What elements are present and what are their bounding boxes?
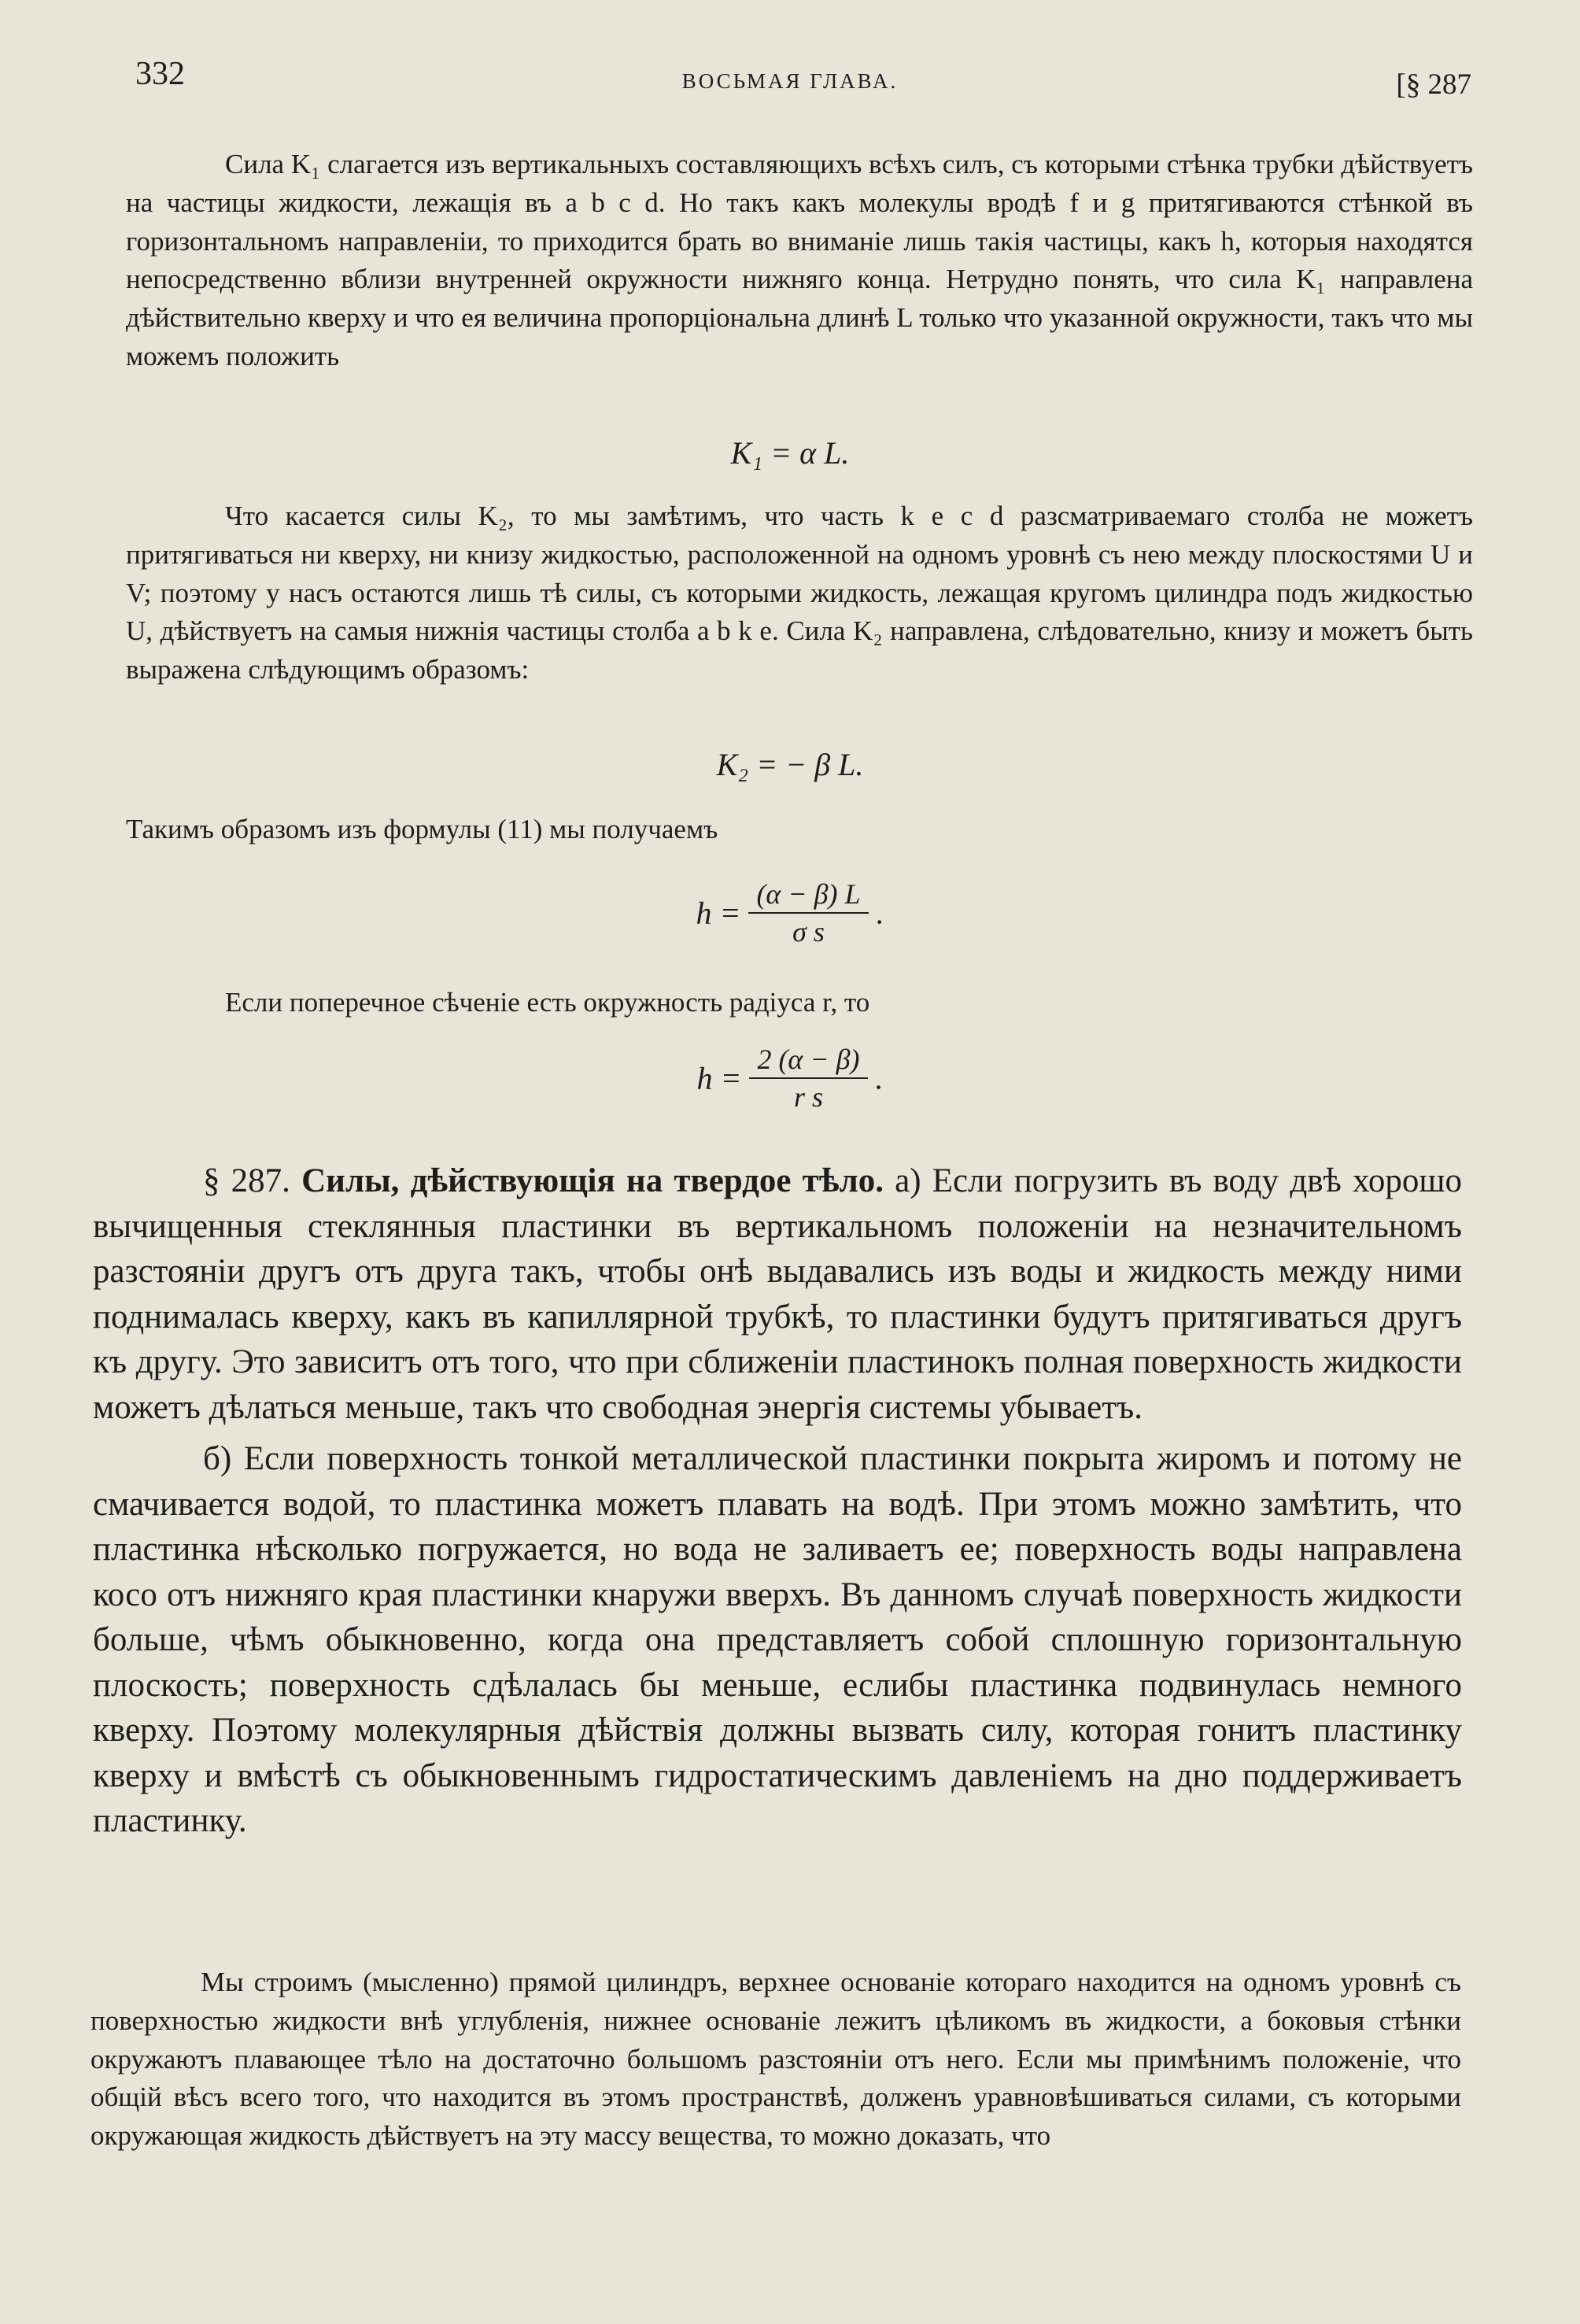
formula-h1-numerator: (α − β) L: [748, 878, 868, 914]
paragraph-3-text: Такимъ образомъ изъ формулы (11) мы получаемъ: [126, 814, 718, 844]
formula-h2: [0, 1043, 1580, 1114]
paragraph-5: [90, 1964, 1461, 2156]
formula-h2-end: .: [875, 1060, 884, 1096]
section-title: Силы, дѣйствующія на твердое тѣло.: [301, 1162, 884, 1199]
paragraph-2: [126, 497, 1473, 689]
formula-k1: K₁ = α L.: [730, 435, 850, 471]
page-header: [0, 55, 1580, 102]
section-number: § 287.: [203, 1162, 290, 1199]
paragraph-1-text: Сила K₁ слагается изъ вертикальныхъ составляющихъ всѣхъ силъ, съ которыми стѣнка трубки дѣйствуетъ на частицы жидкости, лежащія въ a b c d. Но такъ какъ молекулы вродѣ f и g притягиваются стѣнкой въ горизонтальномъ направленіи, то приходится брать во вниманіе лишь такія частицы, какъ h, которыя находятся непосредственно вблизи внутренней окружности нижняго конца. Нетрудно понять, что сила K₁ направлена дѣйствительно кверху и что ея величина пропорціональна длинѣ L только что указанной окружности, такъ что мы можемъ положить: [126, 149, 1473, 371]
formula-h2-numerator: 2 (α − β): [749, 1043, 867, 1079]
page-number: 332: [135, 56, 185, 92]
formula-h2-denominator: r s: [793, 1081, 823, 1113]
formula-h2-fraction: [749, 1043, 867, 1114]
paragraph-1: [126, 146, 1473, 376]
section-reference: [§ 287: [1396, 68, 1471, 101]
formula-k2: K₂ = − β L.: [716, 747, 864, 782]
paragraph-5-text: Мы строимъ (мысленно) прямой цилиндръ, верхнее основаніе котораго находится на одномъ уровнѣ съ поверхностью жидкости внѣ углубленія, нижнее основаніе лежитъ цѣликомъ въ жидкости, а боковыя стѣнки окружаютъ плавающее тѣло на достаточно большомъ разстояніи отъ него. Если мы примѣнимъ положеніе, что общій вѣсъ всего того, что находится въ этомъ пространствѣ, долженъ уравновѣшиваться силами, съ которыми окружающая жидкость дѣйствуетъ на эту массу вещества, то можно доказать, что: [90, 1967, 1461, 2152]
section-287-paragraph-a: [93, 1158, 1462, 1430]
section-287-paragraph-b: б) Если поверхность тонкой металлической пластинки покрыта жиромъ и потому не смачивается водой, то пластинка можетъ плавать на водѣ. При этомъ можно замѣтить, что пластинка нѣсколько погружается, но вода не заливаетъ ее; поверхность воды направлена косо отъ нижняго края пластинки кнаружи вверхъ. Въ данномъ случаѣ поверхность жидкости больше, чѣмъ обыкновенно, когда она представляетъ собой сплошную горизонтальную плоскость; поверхность сдѣлалась бы меньше, еслибы пластинка подвинулась немного кверху. Поэтому молекулярныя дѣйствія должны вызвать силу, которая гонитъ пластинку кверху и вмѣстѣ съ обыкновеннымъ гидростатическимъ давленіемъ на дно поддерживаетъ пластинку.: [93, 1440, 1462, 1839]
formula-h1-fraction: [748, 878, 868, 948]
paragraph-4: [126, 984, 1473, 1022]
formula-h2-lhs: h =: [696, 1060, 742, 1096]
paragraph-3: [126, 811, 1473, 849]
formula-h1-lhs: h =: [696, 895, 741, 931]
section-287: [93, 1158, 1462, 1844]
paragraph-4-text: Если поперечное сѣченіе есть окружность радіуса r, то: [225, 987, 870, 1018]
formula-h1: [0, 878, 1580, 948]
formula-h1-denominator: σ s: [792, 916, 825, 948]
formula-h1-end: .: [876, 895, 884, 931]
running-head: ВОСЬМАЯ ГЛАВА.: [681, 69, 899, 93]
paragraph-2-text: Что касается силы K₂, то мы замѣтимъ, что часть k e c d разсматриваемаго столба не можетъ притягиваться ни кверху, ни книзу жидкостью, расположенной на одномъ уровнѣ съ нею между плоскостями U и V; поэтому у насъ остаются лишь тѣ силы, съ которыми жидкость, лежащая кругомъ цилиндра подъ жидкостью U, дѣйствуетъ на самыя нижнія частицы столба a b k e. Сила K₂ направлена, слѣдовательно, книзу и можетъ быть выражена слѣдующимъ образомъ:: [126, 501, 1473, 685]
section-287-text-a: а) Если погрузить въ воду двѣ хорошо вычищенныя стеклянныя пластинки въ вертикальномъ положеніи на незначительномъ разстояніи другъ отъ друга такъ, чтобы онѣ выдавались изъ воды и жидкость между ними поднималась кверху, какъ въ капиллярной трубкѣ, то пластинки будутъ притягиваться другъ къ другу. Это зависитъ отъ того, что при сближеніи пластинокъ полная поверхность жидкости можетъ дѣлаться меньше, такъ что свободная энергія системы убываетъ.: [93, 1162, 1463, 1426]
